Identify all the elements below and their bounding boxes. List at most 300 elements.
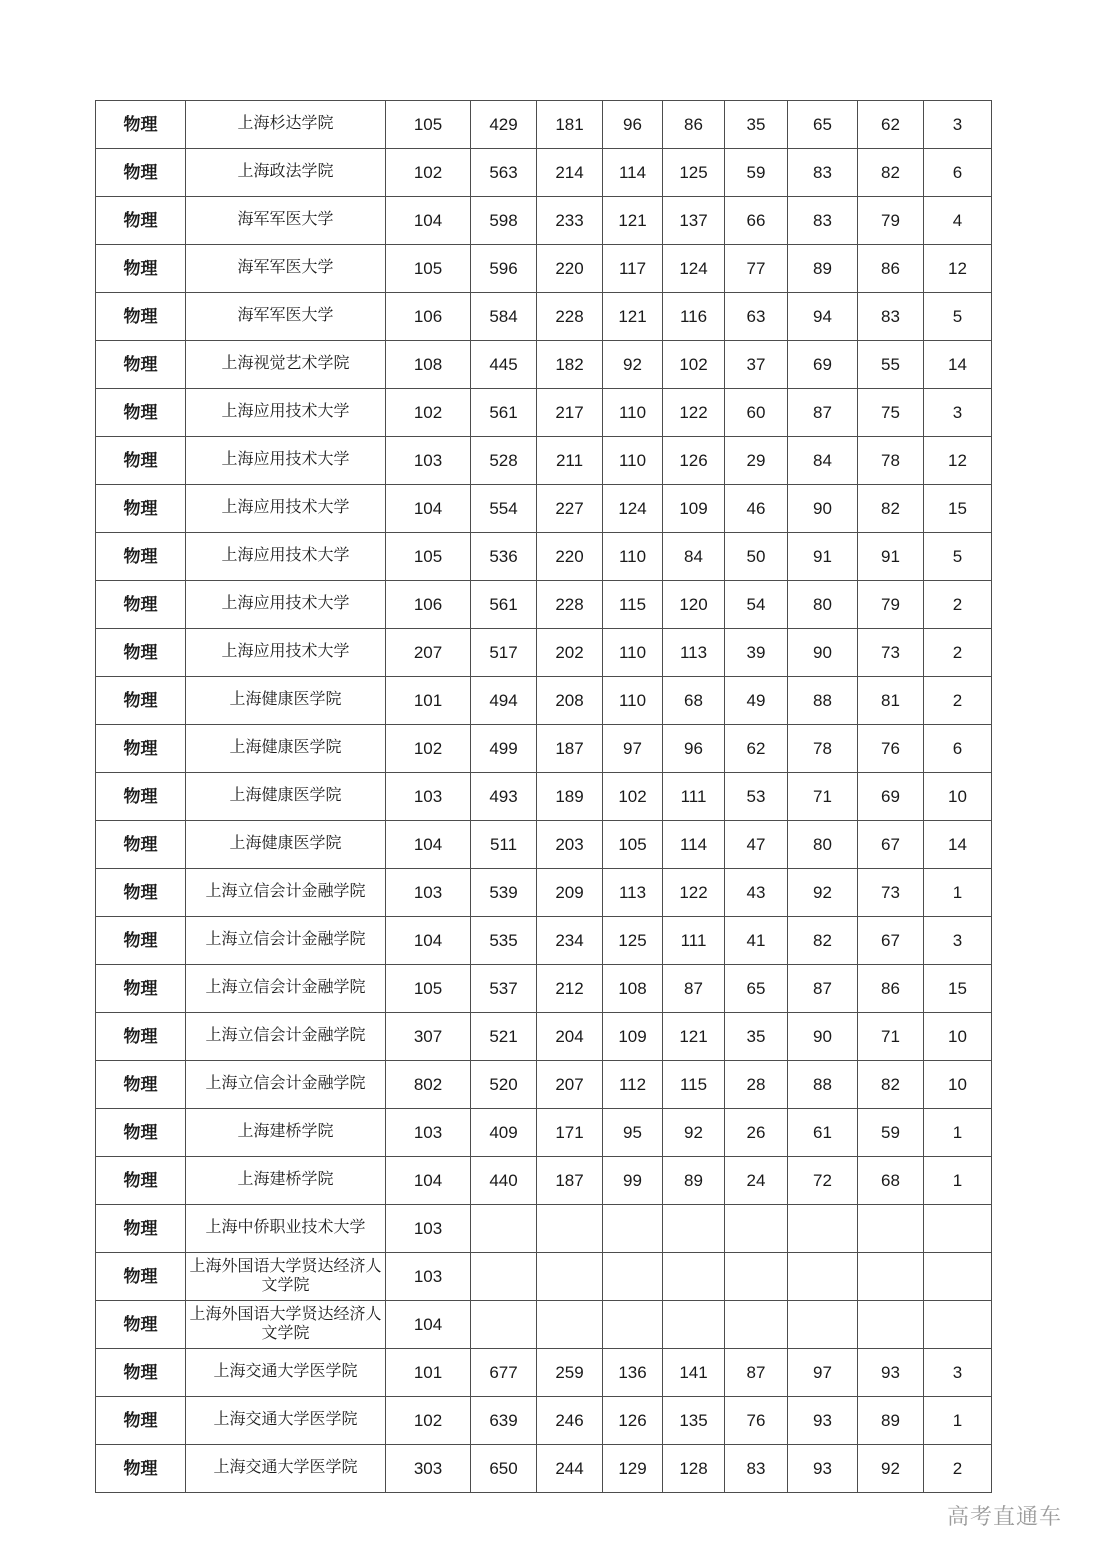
value-cell: 65 xyxy=(788,101,858,149)
value-cell: 244 xyxy=(537,1445,603,1493)
value-cell: 204 xyxy=(537,1013,603,1061)
table-row xyxy=(96,773,992,821)
value-cell: 528 xyxy=(471,437,537,485)
value-cell: 46 xyxy=(725,485,788,533)
school-cell: 上海应用技术大学 xyxy=(186,533,386,581)
value-cell: 88 xyxy=(788,677,858,725)
value-cell: 511 xyxy=(471,821,537,869)
value-cell: 73 xyxy=(858,629,924,677)
value-cell: 561 xyxy=(471,389,537,437)
value-cell: 90 xyxy=(788,1013,858,1061)
value-cell: 83 xyxy=(858,293,924,341)
value-cell: 82 xyxy=(858,149,924,197)
value-cell xyxy=(788,1253,858,1301)
value-cell: 87 xyxy=(663,965,725,1013)
subject-cell: 物理 xyxy=(96,869,186,917)
value-cell: 102 xyxy=(663,341,725,389)
value-cell: 233 xyxy=(537,197,603,245)
value-cell: 49 xyxy=(725,677,788,725)
value-cell: 409 xyxy=(471,1109,537,1157)
value-cell: 90 xyxy=(788,485,858,533)
table-row xyxy=(96,293,992,341)
value-cell: 493 xyxy=(471,773,537,821)
subject-cell: 物理 xyxy=(96,917,186,965)
school-cell: 上海应用技术大学 xyxy=(186,581,386,629)
value-cell xyxy=(788,1205,858,1253)
value-cell: 103 xyxy=(386,869,471,917)
value-cell: 15 xyxy=(924,485,992,533)
value-cell: 135 xyxy=(663,1397,725,1445)
school-cell: 海军军医大学 xyxy=(186,197,386,245)
value-cell: 35 xyxy=(725,101,788,149)
value-cell xyxy=(858,1253,924,1301)
value-cell: 536 xyxy=(471,533,537,581)
value-cell: 92 xyxy=(603,341,663,389)
value-cell: 80 xyxy=(788,821,858,869)
value-cell: 68 xyxy=(663,677,725,725)
value-cell: 69 xyxy=(788,341,858,389)
value-cell: 124 xyxy=(663,245,725,293)
value-cell: 89 xyxy=(788,245,858,293)
value-cell: 112 xyxy=(603,1061,663,1109)
value-cell: 92 xyxy=(858,1445,924,1493)
subject-cell: 物理 xyxy=(96,1061,186,1109)
value-cell: 109 xyxy=(663,485,725,533)
value-cell: 81 xyxy=(858,677,924,725)
table-row xyxy=(96,1157,992,1205)
subject-cell: 物理 xyxy=(96,437,186,485)
value-cell: 5 xyxy=(924,293,992,341)
table-row xyxy=(96,341,992,389)
value-cell: 75 xyxy=(858,389,924,437)
value-cell: 76 xyxy=(858,725,924,773)
value-cell: 80 xyxy=(788,581,858,629)
value-cell: 83 xyxy=(788,149,858,197)
value-cell: 136 xyxy=(603,1349,663,1397)
value-cell: 111 xyxy=(663,773,725,821)
value-cell: 53 xyxy=(725,773,788,821)
school-cell: 上海应用技术大学 xyxy=(186,389,386,437)
subject-cell: 物理 xyxy=(96,581,186,629)
value-cell: 104 xyxy=(386,821,471,869)
value-cell: 1 xyxy=(924,869,992,917)
value-cell: 103 xyxy=(386,773,471,821)
school-cell: 上海建桥学院 xyxy=(186,1157,386,1205)
value-cell: 76 xyxy=(725,1397,788,1445)
value-cell: 14 xyxy=(924,341,992,389)
value-cell: 109 xyxy=(603,1013,663,1061)
value-cell: 82 xyxy=(858,1061,924,1109)
value-cell: 114 xyxy=(663,821,725,869)
value-cell: 62 xyxy=(858,101,924,149)
school-cell: 上海立信会计金融学院 xyxy=(186,917,386,965)
value-cell: 212 xyxy=(537,965,603,1013)
value-cell: 129 xyxy=(603,1445,663,1493)
value-cell: 207 xyxy=(537,1061,603,1109)
table-row xyxy=(96,389,992,437)
value-cell: 82 xyxy=(858,485,924,533)
value-cell: 110 xyxy=(603,389,663,437)
value-cell: 60 xyxy=(725,389,788,437)
table-row xyxy=(96,245,992,293)
value-cell: 87 xyxy=(788,389,858,437)
value-cell: 87 xyxy=(725,1349,788,1397)
value-cell: 101 xyxy=(386,1349,471,1397)
value-cell: 120 xyxy=(663,581,725,629)
value-cell: 96 xyxy=(663,725,725,773)
school-cell: 上海应用技术大学 xyxy=(186,485,386,533)
table-row xyxy=(96,917,992,965)
value-cell: 108 xyxy=(603,965,663,1013)
subject-cell: 物理 xyxy=(96,1397,186,1445)
value-cell: 12 xyxy=(924,437,992,485)
table-row xyxy=(96,1397,992,1445)
value-cell: 47 xyxy=(725,821,788,869)
subject-cell: 物理 xyxy=(96,629,186,677)
value-cell: 93 xyxy=(788,1397,858,1445)
value-cell: 207 xyxy=(386,629,471,677)
value-cell: 105 xyxy=(386,245,471,293)
value-cell: 50 xyxy=(725,533,788,581)
table-row xyxy=(96,101,992,149)
score-table-body xyxy=(96,101,992,1493)
value-cell: 2 xyxy=(924,629,992,677)
value-cell: 91 xyxy=(788,533,858,581)
value-cell: 187 xyxy=(537,725,603,773)
value-cell: 3 xyxy=(924,101,992,149)
school-cell: 上海立信会计金融学院 xyxy=(186,965,386,1013)
value-cell xyxy=(788,1301,858,1349)
value-cell xyxy=(537,1253,603,1301)
value-cell: 539 xyxy=(471,869,537,917)
value-cell: 104 xyxy=(386,197,471,245)
value-cell: 563 xyxy=(471,149,537,197)
value-cell: 92 xyxy=(788,869,858,917)
value-cell: 24 xyxy=(725,1157,788,1205)
value-cell: 39 xyxy=(725,629,788,677)
school-cell: 上海健康医学院 xyxy=(186,677,386,725)
value-cell: 125 xyxy=(603,917,663,965)
value-cell: 97 xyxy=(603,725,663,773)
table-row xyxy=(96,1061,992,1109)
table-row xyxy=(96,629,992,677)
value-cell xyxy=(471,1205,537,1253)
value-cell: 96 xyxy=(603,101,663,149)
value-cell: 43 xyxy=(725,869,788,917)
value-cell: 4 xyxy=(924,197,992,245)
value-cell: 59 xyxy=(858,1109,924,1157)
value-cell: 103 xyxy=(386,437,471,485)
value-cell: 95 xyxy=(603,1109,663,1157)
school-cell: 上海交通大学医学院 xyxy=(186,1349,386,1397)
value-cell: 517 xyxy=(471,629,537,677)
value-cell: 105 xyxy=(603,821,663,869)
subject-cell: 物理 xyxy=(96,1205,186,1253)
value-cell: 86 xyxy=(663,101,725,149)
value-cell: 122 xyxy=(663,869,725,917)
table-row xyxy=(96,1445,992,1493)
value-cell: 26 xyxy=(725,1109,788,1157)
value-cell: 106 xyxy=(386,581,471,629)
value-cell: 78 xyxy=(858,437,924,485)
subject-cell: 物理 xyxy=(96,773,186,821)
value-cell: 111 xyxy=(663,917,725,965)
value-cell: 117 xyxy=(603,245,663,293)
value-cell: 102 xyxy=(603,773,663,821)
subject-cell: 物理 xyxy=(96,389,186,437)
value-cell: 78 xyxy=(788,725,858,773)
subject-cell: 物理 xyxy=(96,821,186,869)
school-cell: 上海健康医学院 xyxy=(186,725,386,773)
subject-cell: 物理 xyxy=(96,149,186,197)
value-cell xyxy=(858,1301,924,1349)
subject-cell: 物理 xyxy=(96,245,186,293)
subject-cell: 物理 xyxy=(96,197,186,245)
value-cell: 97 xyxy=(788,1349,858,1397)
table-row xyxy=(96,581,992,629)
value-cell: 445 xyxy=(471,341,537,389)
value-cell: 2 xyxy=(924,1445,992,1493)
value-cell: 121 xyxy=(603,293,663,341)
value-cell: 535 xyxy=(471,917,537,965)
table-row xyxy=(96,677,992,725)
value-cell xyxy=(603,1301,663,1349)
value-cell xyxy=(603,1253,663,1301)
value-cell xyxy=(603,1205,663,1253)
value-cell: 35 xyxy=(725,1013,788,1061)
school-cell: 上海交通大学医学院 xyxy=(186,1445,386,1493)
value-cell: 55 xyxy=(858,341,924,389)
value-cell: 598 xyxy=(471,197,537,245)
value-cell: 171 xyxy=(537,1109,603,1157)
value-cell: 87 xyxy=(788,965,858,1013)
value-cell: 72 xyxy=(788,1157,858,1205)
value-cell: 15 xyxy=(924,965,992,1013)
value-cell: 91 xyxy=(858,533,924,581)
value-cell: 1 xyxy=(924,1397,992,1445)
school-cell: 上海健康医学院 xyxy=(186,773,386,821)
value-cell xyxy=(858,1205,924,1253)
value-cell xyxy=(725,1205,788,1253)
value-cell: 187 xyxy=(537,1157,603,1205)
value-cell: 128 xyxy=(663,1445,725,1493)
subject-cell: 物理 xyxy=(96,485,186,533)
value-cell: 141 xyxy=(663,1349,725,1397)
value-cell: 1 xyxy=(924,1109,992,1157)
value-cell: 211 xyxy=(537,437,603,485)
value-cell: 68 xyxy=(858,1157,924,1205)
value-cell: 105 xyxy=(386,101,471,149)
value-cell: 88 xyxy=(788,1061,858,1109)
value-cell: 102 xyxy=(386,1397,471,1445)
value-cell: 227 xyxy=(537,485,603,533)
subject-cell: 物理 xyxy=(96,533,186,581)
value-cell: 115 xyxy=(603,581,663,629)
value-cell: 63 xyxy=(725,293,788,341)
value-cell: 104 xyxy=(386,1301,471,1349)
subject-cell: 物理 xyxy=(96,1157,186,1205)
value-cell: 110 xyxy=(603,629,663,677)
table-row xyxy=(96,437,992,485)
value-cell: 54 xyxy=(725,581,788,629)
school-cell: 上海应用技术大学 xyxy=(186,437,386,485)
school-cell: 上海政法学院 xyxy=(186,149,386,197)
value-cell: 94 xyxy=(788,293,858,341)
value-cell: 208 xyxy=(537,677,603,725)
value-cell: 537 xyxy=(471,965,537,1013)
value-cell xyxy=(663,1205,725,1253)
value-cell: 246 xyxy=(537,1397,603,1445)
value-cell: 220 xyxy=(537,533,603,581)
value-cell: 67 xyxy=(858,821,924,869)
value-cell: 10 xyxy=(924,1013,992,1061)
value-cell: 61 xyxy=(788,1109,858,1157)
value-cell: 214 xyxy=(537,149,603,197)
value-cell: 3 xyxy=(924,917,992,965)
value-cell: 3 xyxy=(924,1349,992,1397)
table-row xyxy=(96,1205,992,1253)
value-cell: 82 xyxy=(788,917,858,965)
subject-cell: 物理 xyxy=(96,677,186,725)
value-cell: 113 xyxy=(603,869,663,917)
subject-cell: 物理 xyxy=(96,1445,186,1493)
value-cell: 440 xyxy=(471,1157,537,1205)
value-cell: 217 xyxy=(537,389,603,437)
subject-cell: 物理 xyxy=(96,293,186,341)
value-cell: 202 xyxy=(537,629,603,677)
value-cell xyxy=(471,1301,537,1349)
table-row xyxy=(96,1301,992,1349)
value-cell: 90 xyxy=(788,629,858,677)
school-cell: 上海建桥学院 xyxy=(186,1109,386,1157)
value-cell: 77 xyxy=(725,245,788,293)
value-cell: 104 xyxy=(386,1157,471,1205)
table-row xyxy=(96,869,992,917)
value-cell: 37 xyxy=(725,341,788,389)
value-cell: 71 xyxy=(788,773,858,821)
value-cell: 650 xyxy=(471,1445,537,1493)
value-cell xyxy=(725,1301,788,1349)
value-cell: 65 xyxy=(725,965,788,1013)
school-cell: 上海立信会计金融学院 xyxy=(186,1061,386,1109)
value-cell: 89 xyxy=(858,1397,924,1445)
subject-cell: 物理 xyxy=(96,725,186,773)
value-cell: 99 xyxy=(603,1157,663,1205)
value-cell: 28 xyxy=(725,1061,788,1109)
score-table xyxy=(95,100,992,1493)
value-cell: 79 xyxy=(858,197,924,245)
value-cell: 41 xyxy=(725,917,788,965)
value-cell: 59 xyxy=(725,149,788,197)
subject-cell: 物理 xyxy=(96,1301,186,1349)
value-cell: 125 xyxy=(663,149,725,197)
value-cell xyxy=(663,1253,725,1301)
value-cell: 102 xyxy=(386,389,471,437)
value-cell xyxy=(663,1301,725,1349)
table-row xyxy=(96,485,992,533)
value-cell: 121 xyxy=(603,197,663,245)
subject-cell: 物理 xyxy=(96,1109,186,1157)
value-cell: 83 xyxy=(788,197,858,245)
value-cell: 103 xyxy=(386,1205,471,1253)
value-cell: 110 xyxy=(603,533,663,581)
subject-cell: 物理 xyxy=(96,1349,186,1397)
value-cell: 114 xyxy=(603,149,663,197)
value-cell: 29 xyxy=(725,437,788,485)
value-cell: 73 xyxy=(858,869,924,917)
value-cell xyxy=(725,1253,788,1301)
value-cell: 12 xyxy=(924,245,992,293)
table-row xyxy=(96,1253,992,1301)
table-row xyxy=(96,1109,992,1157)
watermark-text: 高考直通车 xyxy=(946,1504,1062,1529)
value-cell: 89 xyxy=(663,1157,725,1205)
value-cell: 6 xyxy=(924,149,992,197)
value-cell: 303 xyxy=(386,1445,471,1493)
subject-cell: 物理 xyxy=(96,1253,186,1301)
value-cell: 93 xyxy=(858,1349,924,1397)
value-cell: 66 xyxy=(725,197,788,245)
value-cell: 10 xyxy=(924,773,992,821)
value-cell: 102 xyxy=(386,149,471,197)
value-cell: 106 xyxy=(386,293,471,341)
value-cell: 86 xyxy=(858,965,924,1013)
value-cell: 228 xyxy=(537,581,603,629)
value-cell: 6 xyxy=(924,725,992,773)
table-row xyxy=(96,533,992,581)
table-row xyxy=(96,965,992,1013)
value-cell: 92 xyxy=(663,1109,725,1157)
table-row xyxy=(96,821,992,869)
value-cell: 79 xyxy=(858,581,924,629)
value-cell: 677 xyxy=(471,1349,537,1397)
school-cell: 海军军医大学 xyxy=(186,293,386,341)
value-cell: 234 xyxy=(537,917,603,965)
value-cell: 2 xyxy=(924,581,992,629)
school-cell: 上海外国语大学贤达经济人文学院 xyxy=(186,1253,386,1301)
value-cell: 110 xyxy=(603,677,663,725)
value-cell: 115 xyxy=(663,1061,725,1109)
value-cell: 596 xyxy=(471,245,537,293)
value-cell: 110 xyxy=(603,437,663,485)
value-cell: 5 xyxy=(924,533,992,581)
value-cell: 584 xyxy=(471,293,537,341)
value-cell: 104 xyxy=(386,917,471,965)
school-cell: 海军军医大学 xyxy=(186,245,386,293)
value-cell: 103 xyxy=(386,1253,471,1301)
value-cell: 220 xyxy=(537,245,603,293)
school-cell: 上海中侨职业技术大学 xyxy=(186,1205,386,1253)
value-cell: 71 xyxy=(858,1013,924,1061)
school-cell: 上海视觉艺术学院 xyxy=(186,341,386,389)
value-cell: 554 xyxy=(471,485,537,533)
table-row xyxy=(96,1349,992,1397)
subject-cell: 物理 xyxy=(96,965,186,1013)
value-cell: 103 xyxy=(386,1109,471,1157)
subject-cell: 物理 xyxy=(96,341,186,389)
value-cell: 429 xyxy=(471,101,537,149)
value-cell: 189 xyxy=(537,773,603,821)
value-cell: 181 xyxy=(537,101,603,149)
school-cell: 上海杉达学院 xyxy=(186,101,386,149)
value-cell: 307 xyxy=(386,1013,471,1061)
value-cell: 1 xyxy=(924,1157,992,1205)
value-cell: 228 xyxy=(537,293,603,341)
value-cell: 121 xyxy=(663,1013,725,1061)
value-cell: 3 xyxy=(924,389,992,437)
value-cell: 113 xyxy=(663,629,725,677)
value-cell: 101 xyxy=(386,677,471,725)
